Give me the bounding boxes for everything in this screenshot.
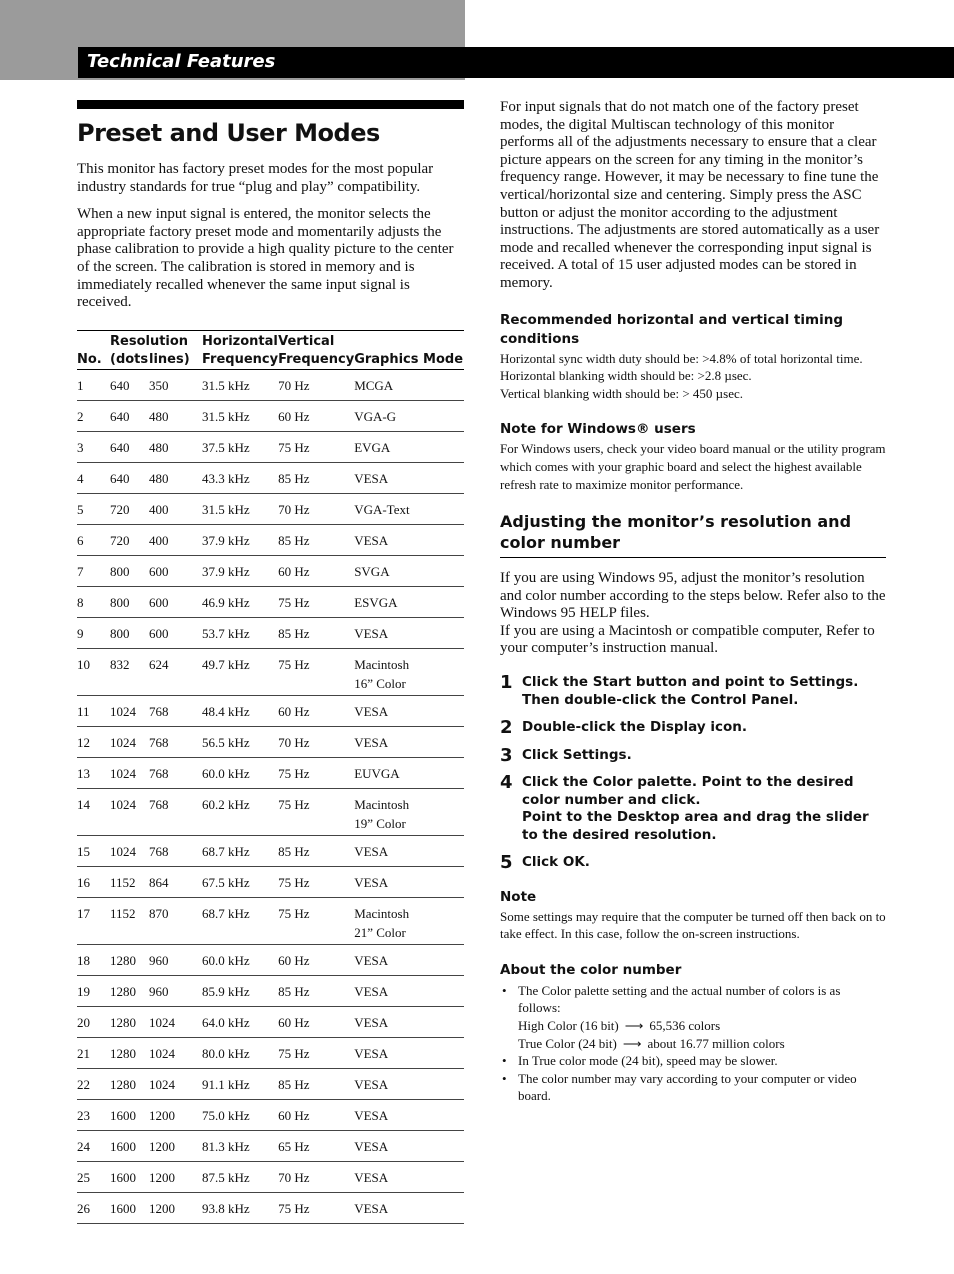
table-row [77, 400, 464, 431]
cell-no: 21 [77, 1037, 110, 1068]
cell-graphics-mode: VESA [354, 462, 464, 493]
cell-graphics-mode: VESA [354, 866, 464, 897]
intro-paragraph: This monitor has factory preset modes for the most popular industry standards for true “plug and play” compatibility. [77, 161, 434, 195]
cell-horizontal-frequency: 87.5 kHz [202, 1161, 278, 1192]
step-item [500, 719, 886, 737]
header-graphics-mode: Graphics Mode [354, 330, 464, 369]
cell-horizontal-frequency: 31.5 kHz [202, 400, 278, 431]
cell-no: 9 [77, 617, 110, 648]
cell-vertical-frequency: 75 Hz [278, 1037, 354, 1068]
step-item [500, 774, 886, 844]
cell-horizontal-frequency: 31.5 kHz [202, 369, 278, 400]
step-number: 2 [500, 717, 513, 739]
windows-note-heading: Note for Windows® users [500, 421, 696, 438]
cell-graphics-mode: VESA [354, 524, 464, 555]
cell-vertical-frequency: 60 Hz [278, 555, 354, 586]
cell-resolution: 640 480 [110, 462, 202, 493]
cell-graphics-mode: VESA [354, 835, 464, 866]
cell-resolution: 1280 960 [110, 944, 202, 975]
cell-vertical-frequency: 85 Hz [278, 462, 354, 493]
cell-resolution: 1600 1200 [110, 1192, 202, 1223]
header-resolution: Resolution (dotslines) [110, 330, 202, 369]
cell-no: 14 [77, 788, 110, 835]
table-row [77, 1161, 464, 1192]
cell-graphics-mode: VESA [354, 975, 464, 1006]
step-text: Click the Color palette. Point to the desired color number and click. Point to the Desktop area and drag the slider to the desired resolution. [522, 774, 869, 843]
cell-graphics-mode: VESA [354, 1037, 464, 1068]
table-row [77, 757, 464, 788]
cell-graphics-mode: VESA [354, 1006, 464, 1037]
section-title: Technical Features [87, 51, 276, 72]
cell-resolution: 1600 1200 [110, 1161, 202, 1192]
list-item: • The color number may vary according to your computer or video board. [502, 1070, 857, 1104]
cell-graphics-mode: VGA-G [354, 400, 464, 431]
table-row [77, 1192, 464, 1223]
cell-no: 24 [77, 1130, 110, 1161]
cell-resolution: 800 600 [110, 617, 202, 648]
cell-vertical-frequency: 75 Hz [278, 586, 354, 617]
step-text: Click OK. [522, 854, 590, 871]
timing-line: Horizontal blanking width should be: >2.8 µsec. [500, 368, 752, 384]
cell-vertical-frequency: 70 Hz [278, 726, 354, 757]
cell-resolution: 1152 864 [110, 866, 202, 897]
cell-vertical-frequency: 75 Hz [278, 757, 354, 788]
true-color-value: about 16.77 million colors [647, 1035, 785, 1051]
cell-no: 6 [77, 524, 110, 555]
cell-resolution: 1280 1024 [110, 1068, 202, 1099]
cell-resolution: 1600 1200 [110, 1099, 202, 1130]
windows-note-text: For Windows users, check your video board manual or the utility program which comes with your graphic board and select the highest available refresh rate to maximize monitor performance. [500, 441, 886, 492]
table-row [77, 617, 464, 648]
cell-resolution: 1024 768 [110, 788, 202, 835]
cell-vertical-frequency: 75 Hz [278, 648, 354, 695]
user-modes-paragraph: For input signals that do not match one of the factory preset modes, the digital Multiscan technology of this monitor performs all of the adjustments necessary to ensure that a clear picture appears on the screen for any timing in the monitor’s frequency range. However, it may be necessary to fine tune the vertical/horizontal size and centering. Simply press the ASC button or adjust the monitor according to the adjustment instructions. The adjustments are stored automatically as a user mode and recalled whenever the corresponding input signal is received. A total of 15 user adjusted modes can be stored in memory. [500, 99, 880, 291]
cell-no: 1 [77, 369, 110, 400]
table-row [77, 866, 464, 897]
cell-horizontal-frequency: 46.9 kHz [202, 586, 278, 617]
steps-list [500, 674, 886, 872]
step-item [500, 744, 886, 766]
note-text: Some settings may require that the computer be turned off then back on to take effect. In this case, follow the on-screen instructions. [500, 908, 886, 942]
cell-vertical-frequency: 85 Hz [278, 835, 354, 866]
cell-graphics-mode: MCGA [354, 369, 464, 400]
cell-resolution: 1024 768 [110, 757, 202, 788]
arrow-right-icon: ⟶ [624, 1017, 644, 1033]
cell-vertical-frequency: 75 Hz [278, 897, 354, 944]
cell-graphics-mode: VESA [354, 726, 464, 757]
left-column [77, 100, 464, 1224]
cell-no: 12 [77, 726, 110, 757]
cell-graphics-mode: VESA [354, 1099, 464, 1130]
table-row [77, 586, 464, 617]
cell-horizontal-frequency: 75.0 kHz [202, 1099, 278, 1130]
cell-vertical-frequency: 70 Hz [278, 493, 354, 524]
step-item [500, 674, 886, 709]
cell-resolution: 800 600 [110, 555, 202, 586]
table-row [77, 369, 464, 400]
cell-graphics-mode: Macintosh 19” Color [354, 788, 464, 835]
cell-no: 19 [77, 975, 110, 1006]
cell-graphics-mode: VESA [354, 695, 464, 726]
table-row [77, 431, 464, 462]
cell-resolution: 1280 1024 [110, 1037, 202, 1068]
cell-graphics-mode: VESA [354, 1130, 464, 1161]
cell-no: 8 [77, 586, 110, 617]
cell-horizontal-frequency: 60.0 kHz [202, 944, 278, 975]
cell-no: 26 [77, 1192, 110, 1223]
note-heading: Note [500, 888, 537, 905]
cell-horizontal-frequency: 93.8 kHz [202, 1192, 278, 1223]
timing-heading: Recommended horizontal and vertical timing conditions [500, 311, 843, 347]
cell-resolution: 1280 1024 [110, 1006, 202, 1037]
cell-resolution: 1024 768 [110, 726, 202, 757]
cell-vertical-frequency: 75 Hz [278, 788, 354, 835]
high-color-label: High Color (16 bit) [518, 1017, 619, 1033]
arrow-right-icon: ⟶ [622, 1035, 642, 1051]
cell-resolution: 832 624 [110, 648, 202, 695]
table-row [77, 1006, 464, 1037]
table-row [77, 1130, 464, 1161]
table-row [77, 897, 464, 944]
cell-resolution: 1280 960 [110, 975, 202, 1006]
cell-horizontal-frequency: 48.4 kHz [202, 695, 278, 726]
cell-no: 23 [77, 1099, 110, 1130]
step-number: 4 [500, 772, 513, 794]
cell-horizontal-frequency: 31.5 kHz [202, 493, 278, 524]
title-rule [77, 100, 464, 109]
cell-graphics-mode: VESA [354, 1192, 464, 1223]
cell-resolution: 1024 768 [110, 695, 202, 726]
cell-resolution: 800 600 [110, 586, 202, 617]
cell-graphics-mode: VESA [354, 617, 464, 648]
cell-horizontal-frequency: 37.5 kHz [202, 431, 278, 462]
cell-horizontal-frequency: 91.1 kHz [202, 1068, 278, 1099]
cell-horizontal-frequency: 43.3 kHz [202, 462, 278, 493]
cell-graphics-mode: VESA [354, 1068, 464, 1099]
cell-horizontal-frequency: 37.9 kHz [202, 524, 278, 555]
timing-line: Horizontal sync width duty should be: >4.8% of total horizontal time. [500, 350, 863, 366]
cell-vertical-frequency: 70 Hz [278, 369, 354, 400]
cell-vertical-frequency: 60 Hz [278, 1099, 354, 1130]
cell-resolution: 640 480 [110, 431, 202, 462]
table-header-row [77, 330, 464, 369]
cell-horizontal-frequency: 67.5 kHz [202, 866, 278, 897]
table-row [77, 493, 464, 524]
cell-horizontal-frequency: 68.7 kHz [202, 897, 278, 944]
cell-resolution: 640 350 [110, 369, 202, 400]
cell-vertical-frequency: 75 Hz [278, 866, 354, 897]
table-row [77, 648, 464, 695]
cell-resolution: 1600 1200 [110, 1130, 202, 1161]
input-signal-paragraph: When a new input signal is entered, the monitor selects the appropriate factory preset mode and momentarily adjusts the phase calibration to provide a high quality picture to the center of the screen. The calibration is stored in memory and is immediately recalled whenever the same input signal is received. [77, 206, 454, 311]
table-row [77, 1099, 464, 1130]
table-row [77, 1037, 464, 1068]
cell-resolution: 1152 870 [110, 897, 202, 944]
table-row [77, 944, 464, 975]
step-text: Double-click the Display icon. [522, 719, 747, 736]
cell-horizontal-frequency: 53.7 kHz [202, 617, 278, 648]
cell-no: 17 [77, 897, 110, 944]
cell-graphics-mode: Macintosh 16” Color [354, 648, 464, 695]
cell-no: 7 [77, 555, 110, 586]
cell-horizontal-frequency: 60.2 kHz [202, 788, 278, 835]
timing-line: Vertical blanking width should be: > 450 µsec. [500, 385, 744, 401]
cell-no: 10 [77, 648, 110, 695]
list-item: • The Color palette setting and the actual number of colors is as follows: High Color (16 bit) ⟶ 65,536 colors True Color (24 bit) ⟶ about 16.77 million colors [502, 982, 841, 1051]
cell-horizontal-frequency: 80.0 kHz [202, 1037, 278, 1068]
cell-vertical-frequency: 75 Hz [278, 1192, 354, 1223]
cell-vertical-frequency: 85 Hz [278, 975, 354, 1006]
page-title: Preset and User Modes [77, 119, 380, 147]
table-body [77, 369, 464, 1223]
cell-vertical-frequency: 60 Hz [278, 944, 354, 975]
cell-no: 25 [77, 1161, 110, 1192]
cell-resolution: 720 400 [110, 493, 202, 524]
step-item [500, 854, 886, 872]
table-row [77, 726, 464, 757]
cell-vertical-frequency: 85 Hz [278, 617, 354, 648]
table-row [77, 462, 464, 493]
header-no: No. [77, 330, 110, 369]
cell-no: 4 [77, 462, 110, 493]
adjust-paragraph-macintosh: If you are using a Macintosh or compatible computer, Refer to your computer’s instruction manual. [500, 622, 875, 657]
cell-graphics-mode: EVGA [354, 431, 464, 462]
table-row [77, 788, 464, 835]
cell-horizontal-frequency: 68.7 kHz [202, 835, 278, 866]
cell-resolution: 640 480 [110, 400, 202, 431]
cell-resolution: 1024 768 [110, 835, 202, 866]
table-row [77, 555, 464, 586]
cell-no: 5 [77, 493, 110, 524]
header-horizontal-frequency: Horizontal Frequency [202, 330, 278, 369]
cell-horizontal-frequency: 49.7 kHz [202, 648, 278, 695]
cell-no: 3 [77, 431, 110, 462]
list-item: • In True color mode (24 bit), speed may be slower. [502, 1053, 778, 1069]
cell-vertical-frequency: 60 Hz [278, 695, 354, 726]
cell-horizontal-frequency: 81.3 kHz [202, 1130, 278, 1161]
cell-vertical-frequency: 60 Hz [278, 1006, 354, 1037]
preset-modes-table [77, 330, 464, 1224]
cell-vertical-frequency: 70 Hz [278, 1161, 354, 1192]
step-number: 1 [500, 672, 513, 694]
adjust-paragraph-windows: If you are using Windows 95, adjust the monitor’s resolution and color number according to the steps below. Refer also to the Windows 95 HELP files. [500, 570, 886, 622]
table-row [77, 524, 464, 555]
step-text: Click Settings. [522, 746, 632, 763]
cell-no: 18 [77, 944, 110, 975]
step-number: 5 [500, 852, 513, 874]
cell-horizontal-frequency: 64.0 kHz [202, 1006, 278, 1037]
cell-vertical-frequency: 60 Hz [278, 400, 354, 431]
cell-no: 2 [77, 400, 110, 431]
table-row [77, 695, 464, 726]
cell-graphics-mode: Macintosh 21” Color [354, 897, 464, 944]
cell-resolution: 720 400 [110, 524, 202, 555]
step-number: 3 [500, 744, 513, 766]
cell-graphics-mode: ESVGA [354, 586, 464, 617]
high-color-value: 65,536 colors [649, 1017, 721, 1033]
cell-vertical-frequency: 75 Hz [278, 431, 354, 462]
cell-graphics-mode: SVGA [354, 555, 464, 586]
cell-vertical-frequency: 85 Hz [278, 1068, 354, 1099]
step-text: Click the Start button and point to Settings. Then double-click the Control Panel. [522, 674, 859, 708]
cell-horizontal-frequency: 85.9 kHz [202, 975, 278, 1006]
true-color-label: True Color (24 bit) [518, 1035, 617, 1051]
cell-no: 13 [77, 757, 110, 788]
table-row [77, 975, 464, 1006]
cell-graphics-mode: EUVGA [354, 757, 464, 788]
cell-no: 11 [77, 695, 110, 726]
table-row [77, 1068, 464, 1099]
cell-no: 22 [77, 1068, 110, 1099]
cell-no: 15 [77, 835, 110, 866]
cell-horizontal-frequency: 60.0 kHz [202, 757, 278, 788]
right-column [500, 99, 886, 1105]
cell-horizontal-frequency: 37.9 kHz [202, 555, 278, 586]
cell-no: 20 [77, 1006, 110, 1037]
cell-no: 16 [77, 866, 110, 897]
table-row [77, 835, 464, 866]
color-number-heading: About the color number [500, 961, 682, 978]
header-vertical-frequency: Vertical Frequency [278, 330, 354, 369]
cell-vertical-frequency: 65 Hz [278, 1130, 354, 1161]
adjust-heading: Adjusting the monitor’s resolution and color number [500, 511, 886, 558]
cell-graphics-mode: VESA [354, 944, 464, 975]
cell-graphics-mode: VESA [354, 1161, 464, 1192]
cell-horizontal-frequency: 56.5 kHz [202, 726, 278, 757]
color-number-list [500, 982, 886, 1105]
cell-vertical-frequency: 85 Hz [278, 524, 354, 555]
cell-graphics-mode: VGA-Text [354, 493, 464, 524]
